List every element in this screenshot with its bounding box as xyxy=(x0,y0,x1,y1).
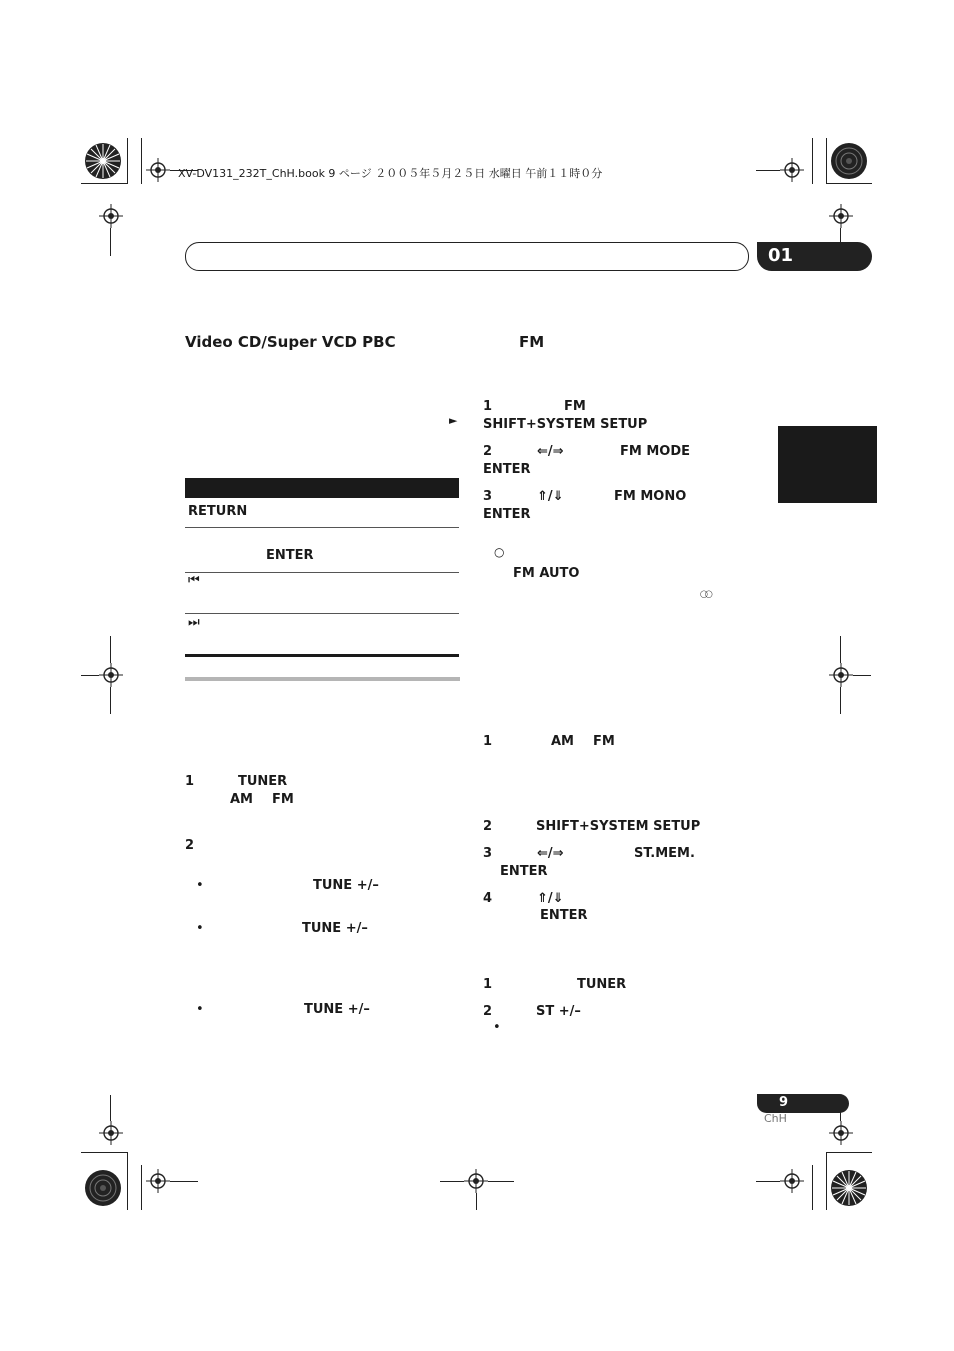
table-row-return-key: RETURN xyxy=(188,504,248,519)
recall-step-2-number: 2 xyxy=(483,1004,493,1019)
language-code: ChH xyxy=(764,1112,787,1125)
memory-step-2-number: 2 xyxy=(483,819,493,834)
pbc-table-header xyxy=(185,478,459,498)
recall-step-1-number: 1 xyxy=(483,977,493,992)
fm-mono-label: FM MONO xyxy=(614,489,687,504)
memory-step-3-number: 3 xyxy=(483,846,493,861)
bullet-point: • xyxy=(493,1020,501,1035)
language-side-tab xyxy=(778,426,877,503)
bullet-point: • xyxy=(196,878,204,893)
crosshair-icon xyxy=(99,1121,123,1145)
table-divider xyxy=(185,527,459,528)
crosshair-icon xyxy=(829,204,853,228)
tuner-step-2-number: 2 xyxy=(185,838,195,853)
table-divider xyxy=(185,572,459,573)
crosshair-icon xyxy=(146,158,170,182)
crosshair-icon xyxy=(780,158,804,182)
crosshair-icon xyxy=(829,1121,853,1145)
fm-auto-label: FM AUTO xyxy=(513,566,580,581)
system-setup-key-label: SHIFT+SYSTEM SETUP xyxy=(536,819,701,834)
crosshair-icon xyxy=(99,663,123,687)
memory-step-4-number: 4 xyxy=(483,891,493,906)
registration-target-icon xyxy=(84,1169,122,1207)
mono-indicator-icon: ○ xyxy=(494,545,505,559)
enter-key-label: ENTER xyxy=(483,507,531,522)
fm-mode-label: FM MODE xyxy=(620,444,691,459)
tuner-key-label: TUNER xyxy=(238,774,288,789)
next-track-icon: ⏭ xyxy=(188,615,200,630)
fm-key-label: FM xyxy=(593,734,615,749)
am-key-label: AM xyxy=(551,734,574,749)
crosshair-icon xyxy=(146,1169,170,1193)
play-arrow-icon: ► xyxy=(449,414,458,427)
tune-key-label: TUNE +/– xyxy=(302,921,368,936)
up-down-arrows-icon: ⇑/⇓ xyxy=(537,891,564,906)
table-row-enter-key: ENTER xyxy=(266,548,314,563)
crosshair-icon xyxy=(780,1169,804,1193)
fm-key-label: FM xyxy=(272,792,294,807)
page-number-tab xyxy=(757,1094,849,1113)
system-setup-key-label: SHIFT+SYSTEM SETUP xyxy=(483,417,648,432)
section-title-fm: FM xyxy=(519,333,545,351)
registration-target-icon xyxy=(84,142,122,180)
tuner-key-label: TUNER xyxy=(577,977,627,992)
fm-step-2-number: 2 xyxy=(483,444,493,459)
chapter-number: 01 xyxy=(768,245,794,266)
section-title-pbc: Video CD/Super VCD PBC xyxy=(185,333,396,351)
crosshair-icon xyxy=(99,204,123,228)
section-divider xyxy=(185,677,460,681)
registration-target-icon xyxy=(830,1169,868,1207)
left-right-arrows-icon: ⇐/⇒ xyxy=(537,444,564,459)
tune-key-label: TUNE +/– xyxy=(304,1002,370,1017)
bullet-point: • xyxy=(196,921,204,936)
enter-key-label: ENTER xyxy=(483,462,531,477)
left-right-arrows-icon: ⇐/⇒ xyxy=(537,846,564,861)
up-down-arrows-icon: ⇑/⇓ xyxy=(537,489,564,504)
station-key-label: ST +/– xyxy=(536,1004,581,1019)
am-key-label: AM xyxy=(230,792,253,807)
table-divider xyxy=(185,613,459,614)
crosshair-icon xyxy=(829,663,853,687)
tuner-step-1-number: 1 xyxy=(185,774,195,789)
memory-step-1-number: 1 xyxy=(483,734,493,749)
stereo-indicator-icon: ◯◯ xyxy=(700,590,710,598)
table-bottom-rule xyxy=(185,654,459,657)
chapter-title-bar xyxy=(185,242,749,271)
enter-key-label: ENTER xyxy=(500,864,548,879)
bullet-point: • xyxy=(196,1002,204,1017)
chapter-number-tab xyxy=(757,242,872,271)
fm-step-3-number: 3 xyxy=(483,489,493,504)
page-number: 9 xyxy=(779,1095,789,1110)
registration-target-icon xyxy=(830,142,868,180)
crosshair-icon xyxy=(464,1169,488,1193)
fm-key-label: FM xyxy=(564,399,586,414)
enter-key-label: ENTER xyxy=(540,908,588,923)
tune-key-label: TUNE +/– xyxy=(313,878,379,893)
previous-track-icon: ⏮ xyxy=(188,573,200,588)
station-memory-label: ST.MEM. xyxy=(634,846,695,861)
file-info-header: XV-DV131_232T_ChH.book 9 ページ ２００５年５月２５日 水曜日 午前１１時０分 xyxy=(178,167,603,180)
fm-step-1-number: 1 xyxy=(483,399,493,414)
